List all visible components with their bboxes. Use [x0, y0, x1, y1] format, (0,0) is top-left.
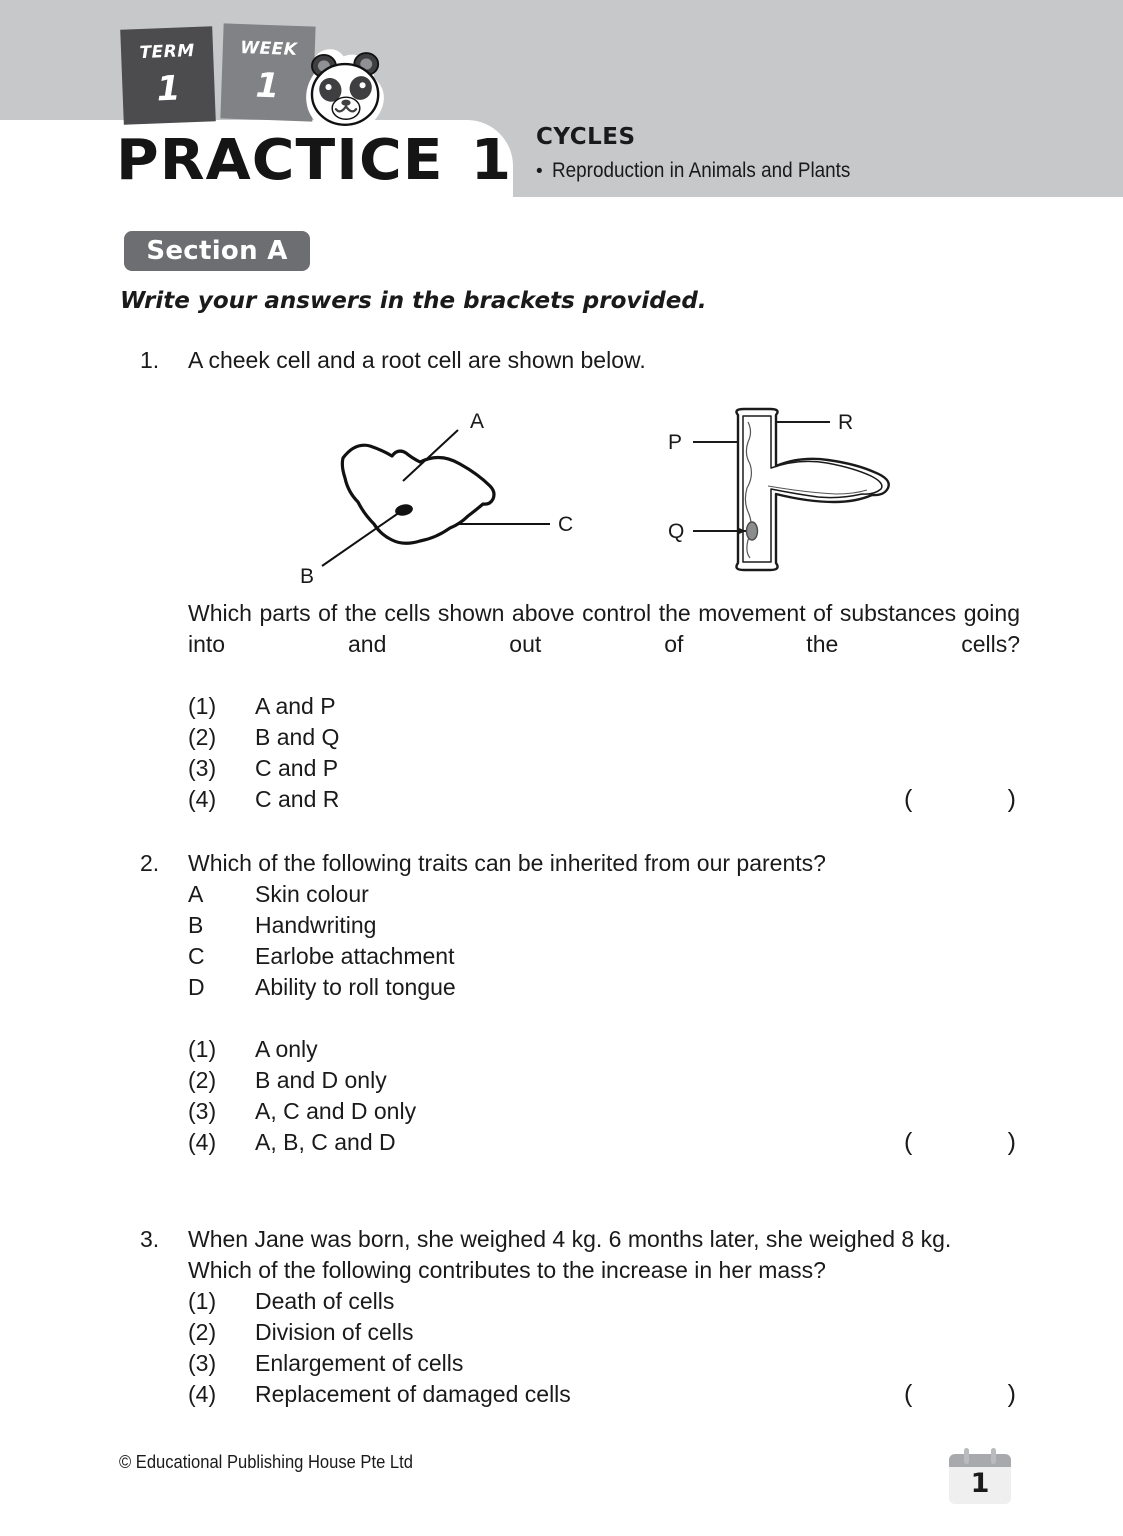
statement-row — [140, 879, 1020, 910]
option-row[interactable] — [140, 1096, 1020, 1127]
option-key: (3) — [188, 1350, 217, 1376]
answer-bracket[interactable] — [904, 784, 1020, 815]
topic-block — [536, 124, 1096, 183]
question-3-stem: When Jane was born, she weighed 4 kg. 6 months later, she weighed 8 kg. Which of the following contributes to the increase in her mass? — [188, 1226, 952, 1283]
practice-title-word: PRACTICE — [116, 128, 444, 193]
statement-key: A — [188, 881, 204, 907]
answer-bracket-close: ) — [1007, 1128, 1016, 1156]
option-key: (1) — [188, 693, 217, 719]
option-row[interactable] — [140, 722, 1020, 753]
page-badge-ring-right — [991, 1448, 996, 1464]
option-text: B and Q — [255, 724, 340, 750]
question-3 — [140, 1224, 1020, 1410]
statement-key: D — [188, 974, 205, 1000]
option-key: (3) — [188, 755, 217, 781]
option-key: (2) — [188, 1067, 217, 1093]
term-label: TERM — [139, 40, 196, 64]
option-key: (1) — [188, 1288, 217, 1314]
option-text: Enlargement of cells — [255, 1350, 464, 1376]
statement-key: B — [188, 912, 204, 938]
page-number: 1 — [970, 1468, 990, 1499]
option-row[interactable] — [140, 1286, 1020, 1317]
option-key: (4) — [188, 786, 217, 812]
topic-title: CYCLES — [536, 124, 636, 150]
statement-key: C — [188, 943, 205, 969]
root-label-r: R — [838, 411, 854, 434]
page-number-badge — [949, 1448, 1011, 1504]
section-badge: Section A — [124, 231, 310, 271]
option-text: A and P — [255, 693, 336, 719]
week-label: WEEK — [239, 38, 298, 61]
question-2 — [140, 848, 1020, 1158]
question-2-stem: Which of the following traits can be inherited from our parents? — [188, 850, 826, 876]
option-row[interactable] — [140, 753, 1020, 784]
option-row[interactable] — [140, 691, 1020, 722]
question-1-substem-row — [140, 598, 1020, 691]
answer-bracket-open: ( — [904, 1380, 913, 1408]
cheek-label-b: B — [300, 565, 315, 588]
term-value: 1 — [155, 68, 182, 110]
statement-text: Handwriting — [255, 912, 377, 938]
option-text: C and R — [255, 786, 340, 812]
page-title — [116, 128, 513, 193]
question-3-head — [140, 1224, 1020, 1286]
statement-row — [140, 941, 1020, 972]
cheek-cell-diagram — [300, 398, 620, 588]
option-row[interactable] — [140, 1317, 1020, 1348]
cheek-label-a: A — [470, 410, 485, 433]
question-2-head — [140, 848, 1020, 879]
option-text: Death of cells — [255, 1288, 395, 1314]
question-3-options — [140, 1286, 1020, 1410]
question-3-number: 3. — [140, 1226, 160, 1252]
option-key: (3) — [188, 1098, 217, 1124]
question-1-options — [140, 691, 1020, 815]
page-badge-ring-left — [964, 1448, 969, 1464]
statement-text: Ability to roll tongue — [255, 974, 456, 1000]
cheek-label-c: C — [558, 513, 574, 536]
answer-bracket-open: ( — [904, 1128, 913, 1156]
page-badge-header — [949, 1454, 1011, 1467]
question-2-options — [140, 1034, 1020, 1158]
question-2-number: 2. — [140, 850, 160, 876]
option-text: C and P — [255, 755, 339, 781]
answer-bracket-open: ( — [904, 785, 913, 813]
option-text: A only — [255, 1036, 318, 1062]
option-row[interactable] — [140, 1034, 1020, 1065]
topic-subtitle-row — [536, 159, 1096, 183]
option-key: (4) — [188, 1129, 217, 1155]
practice-title-number: 1 — [470, 128, 513, 193]
answer-bracket-close: ) — [1007, 1380, 1016, 1408]
question-2-spacer — [140, 1003, 1020, 1034]
option-row[interactable] — [140, 1065, 1020, 1096]
question-1-substem: Which parts of the cells shown above control the movement of substances going into and out of the cells? — [188, 600, 1020, 657]
statement-text: Earlobe attachment — [255, 943, 455, 969]
option-row[interactable] — [140, 1348, 1020, 1379]
answer-bracket[interactable] — [904, 1379, 1020, 1410]
bullet-icon: • — [536, 161, 543, 182]
term-tab-card — [120, 26, 216, 124]
statement-row — [140, 910, 1020, 941]
question-1-stem: A cheek cell and a root cell are shown below. — [188, 347, 646, 373]
option-key: (1) — [188, 1036, 217, 1062]
statement-text: Skin colour — [255, 881, 369, 907]
question-1-body — [140, 598, 1020, 815]
option-key: (2) — [188, 1319, 217, 1345]
option-text: A, B, C and D — [255, 1129, 396, 1155]
option-text: Division of cells — [255, 1319, 414, 1345]
answer-bracket[interactable] — [904, 1127, 1020, 1158]
option-row[interactable] — [140, 1379, 1020, 1410]
answer-bracket-close: ) — [1007, 785, 1016, 813]
panda-icon — [300, 42, 392, 134]
question-1-head — [140, 345, 1020, 376]
root-label-p: P — [668, 431, 683, 454]
question-2-statements — [140, 879, 1020, 1003]
option-text: Replacement of damaged cells — [255, 1381, 571, 1407]
option-text: B and D only — [255, 1067, 387, 1093]
option-key: (4) — [188, 1381, 217, 1407]
copyright-text: © Educational Publishing House Pte Ltd — [119, 1452, 413, 1472]
option-key: (2) — [188, 724, 217, 750]
root-label-q: Q — [668, 520, 685, 543]
statement-row — [140, 972, 1020, 1003]
section-instruction: Write your answers in the brackets provided. — [120, 288, 707, 314]
option-row[interactable] — [140, 784, 1020, 815]
option-text: A, C and D only — [255, 1098, 417, 1124]
option-row[interactable] — [140, 1127, 1020, 1158]
question-1 — [140, 345, 1020, 376]
root-cell-diagram — [660, 398, 960, 588]
question-1-number: 1. — [140, 347, 160, 373]
week-value: 1 — [254, 65, 281, 107]
topic-subtitle: Reproduction in Animals and Plants — [552, 159, 851, 182]
